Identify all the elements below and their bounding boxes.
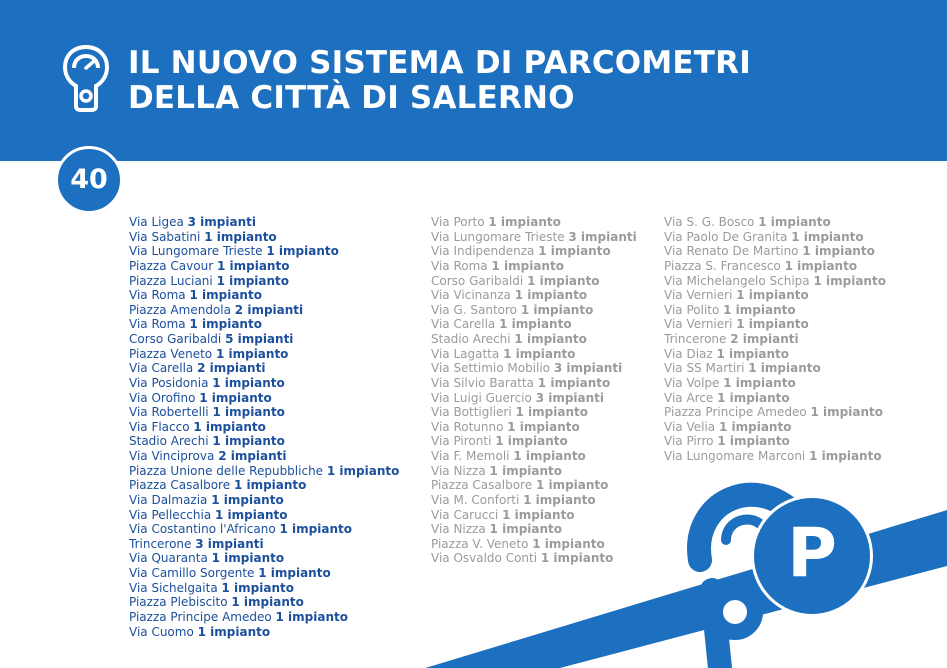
list-item <box>431 376 637 391</box>
street-name: Piazza Unione delle Repubbliche <box>129 463 324 478</box>
list-item <box>431 434 637 449</box>
list-item <box>431 522 637 537</box>
unit-count: 1 impianto <box>809 449 882 463</box>
list-item <box>664 274 886 289</box>
unit-count: 1 impianto <box>495 434 568 449</box>
unit-count: 1 impianto <box>258 566 331 580</box>
list-item <box>129 508 399 523</box>
list-item <box>129 566 399 581</box>
unit-count: 3 impianti <box>535 390 605 405</box>
street-name: Via Porto <box>431 215 485 229</box>
unit-count: 3 impianti <box>553 361 623 376</box>
installed-heading: IMPIANTI INSTALLATI <box>128 173 294 189</box>
street-name: Via Cuomo <box>129 624 194 639</box>
street-name: Via Paolo De Granita <box>664 229 788 244</box>
street-name: Via Pellecchia <box>129 507 212 522</box>
list-item <box>431 361 637 376</box>
list-item <box>431 230 637 245</box>
street-name: Corso Garibaldi <box>129 332 222 346</box>
street-name: Trincerone <box>664 332 727 346</box>
unit-count: 1 impianto <box>736 317 809 332</box>
unit-count: 1 impianto <box>810 405 883 420</box>
list-item <box>431 493 637 508</box>
list-item <box>431 317 637 332</box>
street-name: Via S. G. Bosco <box>664 215 755 229</box>
street-name: Via Bottiglieri <box>431 405 512 420</box>
list-item <box>431 420 637 435</box>
unit-count: 1 impianto <box>784 258 858 273</box>
list-item <box>129 347 399 362</box>
list-item <box>431 478 637 493</box>
street-name: Piazza Amendola <box>129 302 231 317</box>
list-item <box>664 317 886 332</box>
unit-count: 1 impianto <box>716 346 789 361</box>
street-name: Via Vernieri <box>664 317 733 332</box>
unit-count: 1 impianto <box>499 317 572 332</box>
street-name: Via Robertelli <box>129 405 209 420</box>
street-name: Via Vicinanza <box>431 288 511 303</box>
unit-count: 1 impianto <box>748 361 821 376</box>
list-item <box>129 420 399 435</box>
street-name: Via Carella <box>431 317 496 332</box>
list-item <box>129 610 399 625</box>
list-item <box>129 493 399 508</box>
page-title <box>128 46 751 116</box>
street-name: Via Polito <box>664 302 720 317</box>
list-item <box>431 259 637 274</box>
unit-count: 2 impianti <box>218 449 287 463</box>
list-item <box>129 244 399 259</box>
street-name: Via Indipendenza <box>431 244 535 259</box>
unit-count: 1 impianto <box>736 288 809 303</box>
list-item <box>129 434 399 449</box>
upcoming-list-column-1 <box>431 215 637 566</box>
list-item <box>129 259 399 274</box>
unit-count: 1 impianto <box>489 522 563 537</box>
unit-count: 1 impianto <box>540 551 614 566</box>
street-name: Via Carucci <box>431 507 499 522</box>
street-name: Via Vernieri <box>664 288 733 303</box>
unit-count: 1 impianto <box>279 522 352 537</box>
unit-count: 1 impianto <box>523 492 596 507</box>
list-item <box>664 244 886 259</box>
street-name: Piazza Casalbore <box>431 478 533 493</box>
street-name: Via G. Santoro <box>431 302 518 317</box>
unit-count: 3 impianti <box>568 229 637 244</box>
street-name: Via Velia <box>664 419 716 434</box>
street-name: Via Pironti <box>431 434 492 449</box>
unit-count: 1 impianto <box>503 346 576 361</box>
unit-count: 3 impianti <box>195 536 264 551</box>
unit-count: 1 impianto <box>189 288 262 303</box>
unit-count: 2 impianti <box>234 302 304 317</box>
unit-count: 1 impianto <box>231 595 304 610</box>
street-name: Via Lungomare Trieste <box>129 244 263 259</box>
list-item <box>431 537 637 552</box>
unit-count: 1 impianto <box>212 375 285 390</box>
list-item <box>129 464 399 479</box>
street-name: Piazza Cavour <box>129 258 214 273</box>
street-name: Via Carella <box>129 361 194 376</box>
unit-count: 1 impianto <box>758 215 831 229</box>
street-name: Via M. Conforti <box>431 492 520 507</box>
unit-count: 1 impianto <box>204 229 277 244</box>
list-item <box>129 317 399 332</box>
unit-count: 1 impianto <box>717 434 790 449</box>
list-item <box>664 303 886 318</box>
list-item <box>129 449 399 464</box>
unit-count: 1 impianto <box>199 390 272 405</box>
street-name: Via Silvio Baratta <box>431 375 534 390</box>
unit-count: 5 impianti <box>225 332 294 346</box>
unit-count: 1 impianto <box>266 244 339 259</box>
parking-meter-icon <box>62 44 110 112</box>
street-name: Piazza Principe Amedeo <box>664 405 807 420</box>
unit-count: 1 impianto <box>275 609 348 624</box>
list-item <box>129 405 399 420</box>
unit-count: 1 impianto <box>233 478 307 493</box>
list-item <box>129 215 399 230</box>
street-name: Via Renato De Martino <box>664 244 799 259</box>
street-name: Via Roma <box>129 288 186 303</box>
unit-count: 1 impianto <box>193 419 266 434</box>
unit-count: 1 impianto <box>813 273 886 288</box>
list-item <box>664 259 886 274</box>
street-name: Via Arce <box>664 390 714 405</box>
street-name: Via Ligea <box>129 215 184 229</box>
street-name: Via Settimio Mobilio <box>431 361 551 376</box>
street-name: Via Lagatta <box>431 346 500 361</box>
street-name: Via Nizza <box>431 463 486 478</box>
installed-count-badge: 40 <box>55 146 123 214</box>
title-line-1: IL NUOVO SISTEMA DI PARCOMETRI <box>128 45 751 81</box>
list-item <box>431 244 637 259</box>
street-name: Via Dalmazia <box>129 492 208 507</box>
list-item <box>129 478 399 493</box>
unit-count: 1 impianto <box>723 302 796 317</box>
unit-count: 1 impianto <box>723 375 796 390</box>
list-item <box>664 288 886 303</box>
street-name: Via Rotunno <box>431 419 504 434</box>
street-name: Piazza V. Veneto <box>431 536 529 551</box>
list-item <box>664 449 886 464</box>
street-name: Via Diaz <box>664 346 713 361</box>
list-item <box>431 347 637 362</box>
list-item <box>431 449 637 464</box>
street-name: Via Sichelgaita <box>129 580 218 595</box>
unit-count: 1 impianto <box>527 273 600 288</box>
list-item <box>129 274 399 289</box>
list-item <box>664 332 886 347</box>
street-name: Via Roma <box>129 317 186 332</box>
list-item <box>664 420 886 435</box>
list-item <box>664 391 886 406</box>
street-name: Via Michelangelo Schipa <box>664 273 810 288</box>
street-name: Stadio Arechi <box>431 332 511 346</box>
list-item <box>129 581 399 596</box>
unit-count: 1 impianto <box>514 332 587 346</box>
street-name: Via Sabatini <box>129 229 201 244</box>
list-item <box>664 376 886 391</box>
unit-count: 1 impianto <box>802 244 875 259</box>
upcoming-list-column-2 <box>664 215 886 464</box>
list-item <box>129 332 399 347</box>
street-name: Via Costantino l'Africano <box>129 522 276 537</box>
list-item <box>129 537 399 552</box>
list-item <box>431 464 637 479</box>
list-item <box>431 215 637 230</box>
unit-count: 1 impianto <box>189 317 262 332</box>
street-name: Via Camillo Sorgente <box>129 566 255 580</box>
list-item <box>129 551 399 566</box>
list-item <box>431 288 637 303</box>
unit-count: 1 impianto <box>215 507 288 522</box>
unit-count: 2 impianti <box>730 332 799 346</box>
street-name: Via Orofino <box>129 390 196 405</box>
list-item <box>129 376 399 391</box>
unit-count: 1 impianto <box>215 346 289 361</box>
street-name: Via Quaranta <box>129 551 208 566</box>
list-item <box>129 522 399 537</box>
unit-count: 1 impianto <box>211 551 285 566</box>
street-name: Corso Garibaldi <box>431 273 524 288</box>
unit-count: 1 impianto <box>488 215 561 229</box>
unit-count: 1 impianto <box>326 463 400 478</box>
unit-count: 2 impianti <box>197 361 266 376</box>
street-name: Via Vinciprova <box>129 449 215 463</box>
street-name: Via Roma <box>431 258 488 273</box>
street-name: Via Volpe <box>664 375 720 390</box>
list-item <box>129 595 399 610</box>
unit-count: 1 impianto <box>491 258 564 273</box>
unit-count: 1 impianto <box>211 492 284 507</box>
list-item <box>431 551 637 566</box>
street-name: Via F. Memoli <box>431 449 510 463</box>
unit-count: 1 impianto <box>513 449 586 463</box>
street-name: Piazza Plebiscito <box>129 595 228 610</box>
street-name: Via Luigi Guercio <box>431 390 532 405</box>
street-name: Via Nizza <box>431 522 486 537</box>
unit-count: 1 impianto <box>197 624 271 639</box>
unit-count: 1 impianto <box>717 390 790 405</box>
street-name: Via Posidonia <box>129 375 209 390</box>
street-name: Trincerone <box>129 536 192 551</box>
list-item <box>664 361 886 376</box>
unit-count: 1 impianto <box>502 507 575 522</box>
list-item <box>431 332 637 347</box>
title-line-2: DELLA CITTÀ DI SALERNO <box>128 80 575 116</box>
list-item <box>431 508 637 523</box>
street-name: Via Lungomare Marconi <box>664 449 806 463</box>
unit-count: 1 impianto <box>507 419 580 434</box>
list-item <box>129 230 399 245</box>
list-item <box>129 361 399 376</box>
list-item <box>431 391 637 406</box>
list-item <box>129 303 399 318</box>
list-item <box>664 434 886 449</box>
unit-count: 1 impianto <box>221 580 294 595</box>
unit-count: 1 impianto <box>791 229 864 244</box>
unit-count: 1 impianto <box>532 536 605 551</box>
unit-count: 1 impianto <box>212 405 285 420</box>
street-name: Via Osvaldo Conti <box>431 551 538 566</box>
upcoming-heading: IMPIANTI DI PROSSIMA INSTALLAZIONE <box>431 173 741 189</box>
list-item <box>664 230 886 245</box>
unit-count: 3 impianti <box>187 215 256 229</box>
list-item <box>431 274 637 289</box>
unit-count: 1 impianto <box>514 288 588 303</box>
list-item <box>664 405 886 420</box>
street-name: Via SS Martiri <box>664 361 745 376</box>
unit-count: 1 impianto <box>718 419 792 434</box>
unit-count: 1 impianto <box>520 302 594 317</box>
street-name: Piazza Casalbore <box>129 478 231 493</box>
unit-count: 1 impianto <box>538 244 611 259</box>
list-item <box>431 405 637 420</box>
unit-count: 1 impianto <box>216 258 290 273</box>
unit-count: 1 impianto <box>515 405 588 420</box>
installed-list <box>129 215 399 639</box>
unit-count: 1 impianto <box>535 478 609 493</box>
list-item <box>431 303 637 318</box>
list-item <box>129 288 399 303</box>
unit-count: 1 impianto <box>537 375 611 390</box>
list-item <box>664 347 886 362</box>
street-name: Via Pirro <box>664 434 714 449</box>
parking-sign-icon: P <box>751 495 873 617</box>
list-item <box>664 215 886 230</box>
unit-count: 1 impianto <box>216 273 290 288</box>
street-name: Via Lungomare Trieste <box>431 229 565 244</box>
street-name: Piazza Veneto <box>129 346 213 361</box>
unit-count: 1 impianto <box>212 434 285 449</box>
list-item <box>129 391 399 406</box>
street-name: Piazza Principe Amedeo <box>129 609 272 624</box>
list-item <box>129 625 399 640</box>
street-name: Stadio Arechi <box>129 434 209 449</box>
street-name: Via Flacco <box>129 419 190 434</box>
unit-count: 1 impianto <box>489 463 563 478</box>
street-name: Piazza S. Francesco <box>664 258 781 273</box>
street-name: Piazza Luciani <box>129 273 213 288</box>
